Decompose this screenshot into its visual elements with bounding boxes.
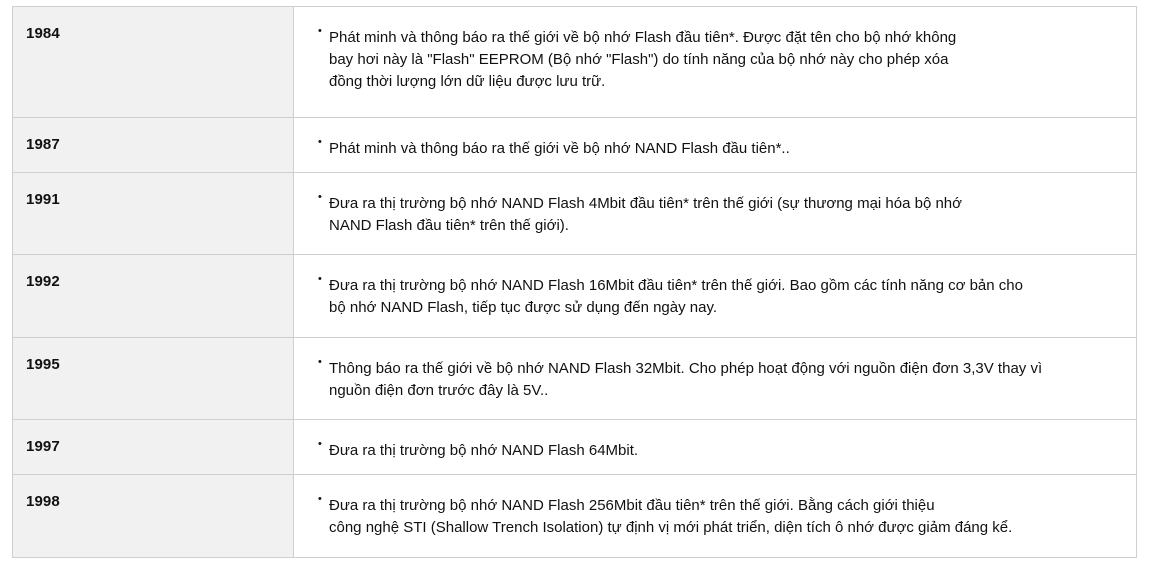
year-cell: [13, 173, 294, 255]
description-cell: [294, 420, 1137, 475]
bullet-dot-icon: •: [318, 136, 322, 148]
description-cell: [294, 7, 1137, 118]
timeline-row: [13, 475, 1137, 558]
timeline-row: [13, 7, 1137, 118]
description-cell: [294, 475, 1137, 558]
year-cell: [13, 255, 294, 338]
description-line: bộ nhớ NAND Flash, tiếp tục được sử dụng đến ngày nay.: [329, 299, 718, 316]
description-line: Phát minh và thông báo ra thế giới về bộ nhớ NAND Flash đầu tiên*..: [329, 140, 790, 157]
description-line: Đưa ra thị trường bộ nhớ NAND Flash 64Mbit.: [329, 442, 639, 459]
bullet-dot-icon: •: [318, 191, 322, 203]
description-cell: [294, 255, 1137, 338]
bullet-dot-icon: •: [318, 273, 322, 285]
year-cell: [13, 475, 294, 558]
timeline-row: [13, 255, 1137, 338]
description-line: nguồn điện đơn trước đây là 5V..: [329, 382, 549, 399]
bullet-dot-icon: •: [318, 25, 322, 37]
description-line: Đưa ra thị trường bộ nhớ NAND Flash 16Mbit đầu tiên* trên thế giới. Bao gồm các tính năng cơ bản cho: [329, 277, 1023, 294]
year-cell: [13, 7, 294, 118]
year-label: 1998: [26, 493, 60, 510]
bullet-item: [318, 440, 1096, 462]
description-cell: [294, 118, 1137, 173]
timeline-row: [13, 118, 1137, 173]
description-line: Đưa ra thị trường bộ nhớ NAND Flash 256Mbit đầu tiên* trên thế giới. Bằng cách giới thiệu: [329, 497, 935, 514]
description-line: Phát minh và thông báo ra thế giới về bộ nhớ Flash đầu tiên*. Được đặt tên cho bộ nhớ không: [329, 29, 957, 46]
bullet-dot-icon: •: [318, 438, 322, 450]
timeline-row: [13, 338, 1137, 420]
year-label: 1984: [26, 25, 60, 42]
timeline-row: [13, 173, 1137, 255]
bullet-item: [318, 358, 1096, 402]
bullet-item: [318, 193, 1096, 237]
year-label: 1995: [26, 356, 60, 373]
year-label: 1992: [26, 273, 60, 290]
bullet-item: [318, 495, 1096, 539]
year-label: 1987: [26, 136, 60, 153]
year-label: 1997: [26, 438, 60, 455]
bullet-dot-icon: •: [318, 356, 322, 368]
timeline-table: [12, 6, 1137, 558]
bullet-item: [318, 275, 1096, 319]
description-cell: [294, 173, 1137, 255]
description-line: Đưa ra thị trường bộ nhớ NAND Flash 4Mbit đầu tiên* trên thế giới (sự thương mại hóa bộ nhớ: [329, 195, 962, 212]
description-line: công nghệ STI (Shallow Trench Isolation) tự định vị mới phát triển, diện tích ô nhớ được giảm đáng kể.: [329, 519, 1013, 536]
bullet-dot-icon: •: [318, 493, 322, 505]
description-line: đồng thời lượng lớn dữ liệu được lưu trữ.: [329, 73, 606, 90]
timeline-row: [13, 420, 1137, 475]
bullet-item: [318, 27, 1096, 93]
bullet-item: [318, 138, 1096, 160]
description-cell: [294, 338, 1137, 420]
year-cell: [13, 338, 294, 420]
description-line: bay hơi này là "Flash" EEPROM (Bộ nhớ "Flash") do tính năng của bộ nhớ này cho phép xóa: [329, 51, 949, 68]
year-cell: [13, 118, 294, 173]
description-line: Thông báo ra thế giới về bộ nhớ NAND Flash 32Mbit. Cho phép hoạt động với nguồn điện đơn 3,3V thay vì: [329, 360, 1043, 377]
year-label: 1991: [26, 191, 60, 208]
description-line: NAND Flash đầu tiên* trên thế giới).: [329, 217, 569, 234]
year-cell: [13, 420, 294, 475]
